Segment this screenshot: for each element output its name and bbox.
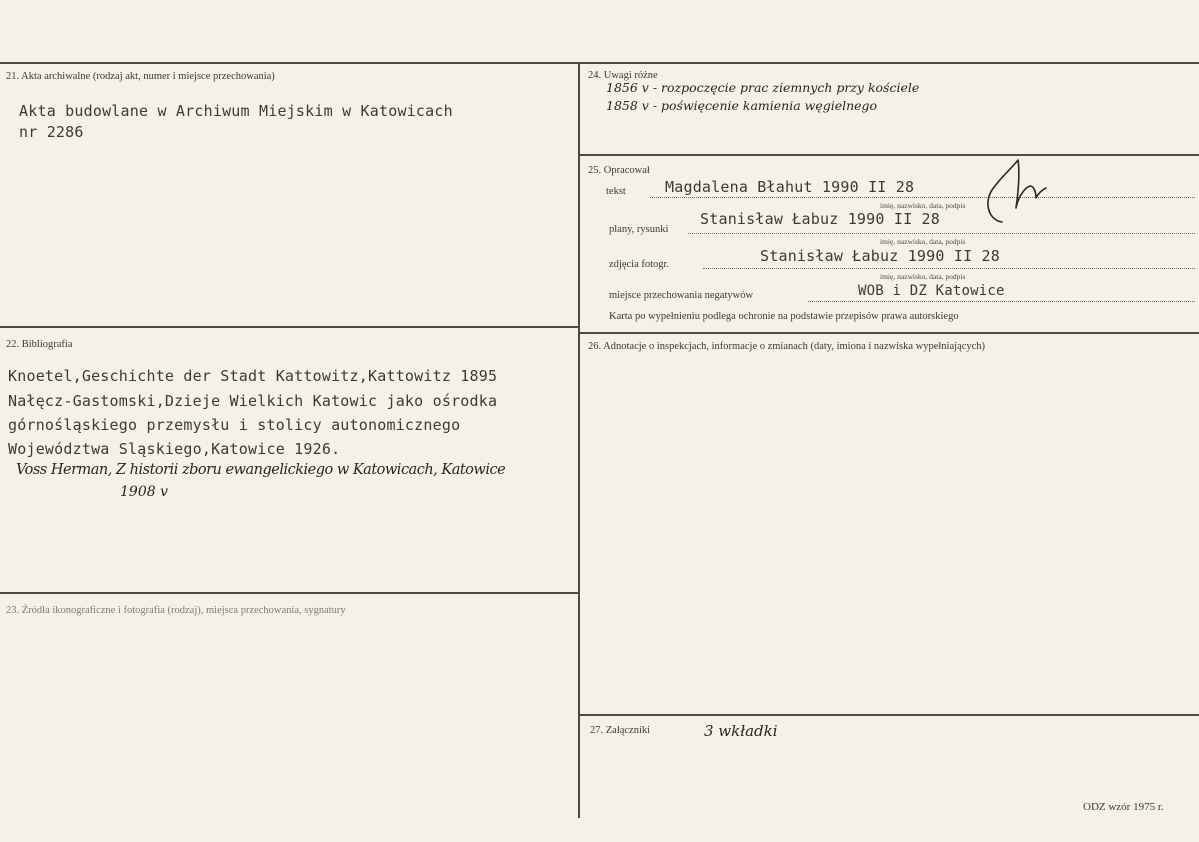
center-divider (578, 62, 580, 818)
section-21-line-2: nr 2286 (19, 123, 84, 141)
section-27-label: 27. Załączniki (590, 725, 651, 736)
section-25-label: 25. Opracował (588, 165, 650, 176)
divider-25-26 (578, 332, 1199, 334)
plany-caption: imię, nazwisko, data, podpis (880, 237, 966, 246)
divider-22-23 (0, 592, 580, 594)
section-21-line-1: Akta budowlane w Archiwum Miejskim w Katowicach (19, 102, 453, 120)
bibliography-line-1: Knoetel,Geschichte der Stadt Kattowitz,Kattowitz 1895 (8, 367, 498, 385)
section-23-label: 23. Źródła ikonograficzne i fotografia (rodzaj), miejsca przechowania, sygnatury (6, 605, 346, 616)
plany-dotted-line (688, 233, 1195, 234)
divider-21-22 (0, 326, 580, 328)
negatywy-dotted-line (808, 301, 1195, 302)
copyright-note: Karta po wypełnieniu podlega ochronie na podstawie przepisów prawa autorskiego (609, 311, 959, 322)
tekst-caption: imię, nazwisko, data, podpis (880, 201, 966, 210)
form-version: ODZ wzór 1975 r. (1083, 801, 1164, 813)
divider-24-25 (578, 154, 1199, 156)
section-26-label: 26. Adnotacje o inspekcjach, informacje o zmianach (daty, imiona i nazwiska wypełniających) (588, 341, 986, 352)
tekst-dotted-line (650, 197, 1195, 198)
top-border (0, 62, 1199, 64)
section-22-label: 22. Bibliografia (6, 339, 73, 350)
negatywy-value: WOB i DZ Katowice (858, 283, 1005, 299)
bibliography-line-4: Województwa Sląskiego,Katowice 1926. (8, 440, 341, 458)
tekst-label: tekst (606, 186, 626, 197)
plany-label: plany, rysunki (609, 224, 669, 235)
signature-icon (980, 150, 1050, 230)
bibliography-handwritten-2: 1908 v (120, 484, 168, 500)
remarks-handwritten-1: 1856 v - rozpoczęcie prac ziemnych przy kościele (606, 80, 920, 95)
zdjecia-dotted-line (703, 268, 1195, 269)
bibliography-handwritten-1: Voss Herman, Z historii zboru ewangelickiego w Katowicach, Katowice (16, 462, 506, 478)
bibliography-line-2: Nałęcz-Gastomski,Dzieje Wielkich Katowic jako ośrodka (8, 392, 498, 410)
section-24-label: 24. Uwagi różne (588, 70, 658, 81)
section-21-label: 21. Akta archiwalne (rodzaj akt, numer i miejsce przechowania) (6, 71, 275, 82)
divider-26-27 (578, 714, 1199, 716)
attachments-handwritten: 3 wkładki (704, 722, 778, 740)
negatywy-label: miejsce przechowania negatywów (609, 290, 754, 301)
bibliography-line-3: górnośląskiego przemysłu i stolicy autonomicznego (8, 416, 461, 434)
tekst-value: Magdalena Błahut 1990 II 28 (665, 178, 915, 196)
zdjecia-value: Stanisław Łabuz 1990 II 28 (760, 247, 1000, 265)
zdjecia-caption: imię, nazwisko, data, podpis (880, 272, 966, 281)
plany-value: Stanisław Łabuz 1990 II 28 (700, 210, 940, 228)
zdjecia-label: zdjęcia fotogr. (609, 259, 670, 270)
remarks-handwritten-2: 1858 v - poświęcenie kamienia węgielnego (606, 98, 878, 113)
